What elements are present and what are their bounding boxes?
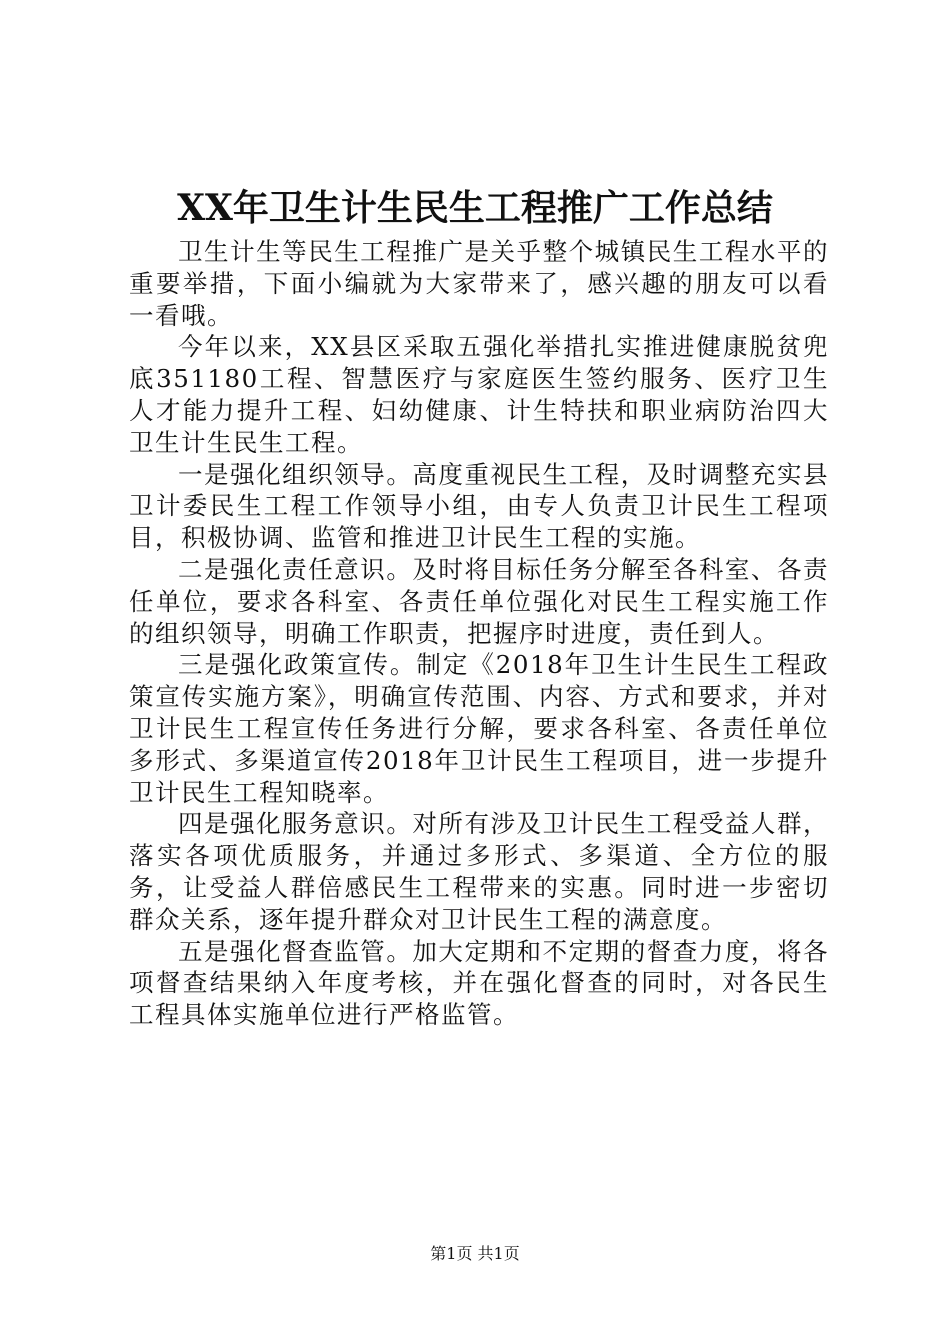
- paragraph-point-4: 四是强化服务意识。对所有涉及卫计民生工程受益人群，落实各项优质服务，并通过多形式、多渠道、全方位的服务，让受益人群倍感民生工程带来的实惠。同时进一步密切群众关系，逐年提升群众对卫计民生工程的满意度。: [129, 809, 829, 934]
- paragraph-point-2: 二是强化责任意识。及时将目标任务分解至各科室、各责任单位，要求各科室、各责任单位强化对民生工程实施工作的组织领导，明确工作职责，把握序时进度，责任到人。: [129, 554, 829, 648]
- page-footer: 第1页 共1页: [430, 1244, 520, 1263]
- paragraph-intro: 卫生计生等民生工程推广是关乎整个城镇民生工程水平的重要举措，下面小编就为大家带来了，感兴趣的朋友可以看一看哦。: [129, 237, 829, 330]
- document-body: [129, 236, 829, 1031]
- document-title: XX年卫生计生民生工程推广工作总结: [177, 187, 773, 229]
- paragraph-point-1: 一是强化组织领导。高度重视民生工程，及时调整充实县卫计委民生工程工作领导小组，由专人负责卫计民生工程项目，积极协调、监管和推进卫计民生工程的实施。: [129, 459, 829, 553]
- paragraph-overview: 今年以来，XX县区采取五强化举措扎实推进健康脱贫兜底351180工程、智慧医疗与家庭医生签约服务、医疗卫生人才能力提升工程、妇幼健康、计生特扶和职业病防治四大卫生计生民生工程。: [129, 332, 829, 457]
- paragraph-point-5: 五是强化督查监管。加大定期和不定期的督查力度，将各项督查结果纳入年度考核，并在强化督查的同时，对各民生工程具体实施单位进行严格监管。: [129, 936, 829, 1030]
- paragraph-point-3: 三是强化政策宣传。制定《2018年卫生计生民生工程政策宣传实施方案》，明确宣传范围、内容、方式和要求，并对卫计民生工程宣传任务进行分解，要求各科室、各责任单位多形式、多渠道宣传2018年卫计民生工程项目，进一步提升卫计民生工程知晓率。: [129, 650, 829, 807]
